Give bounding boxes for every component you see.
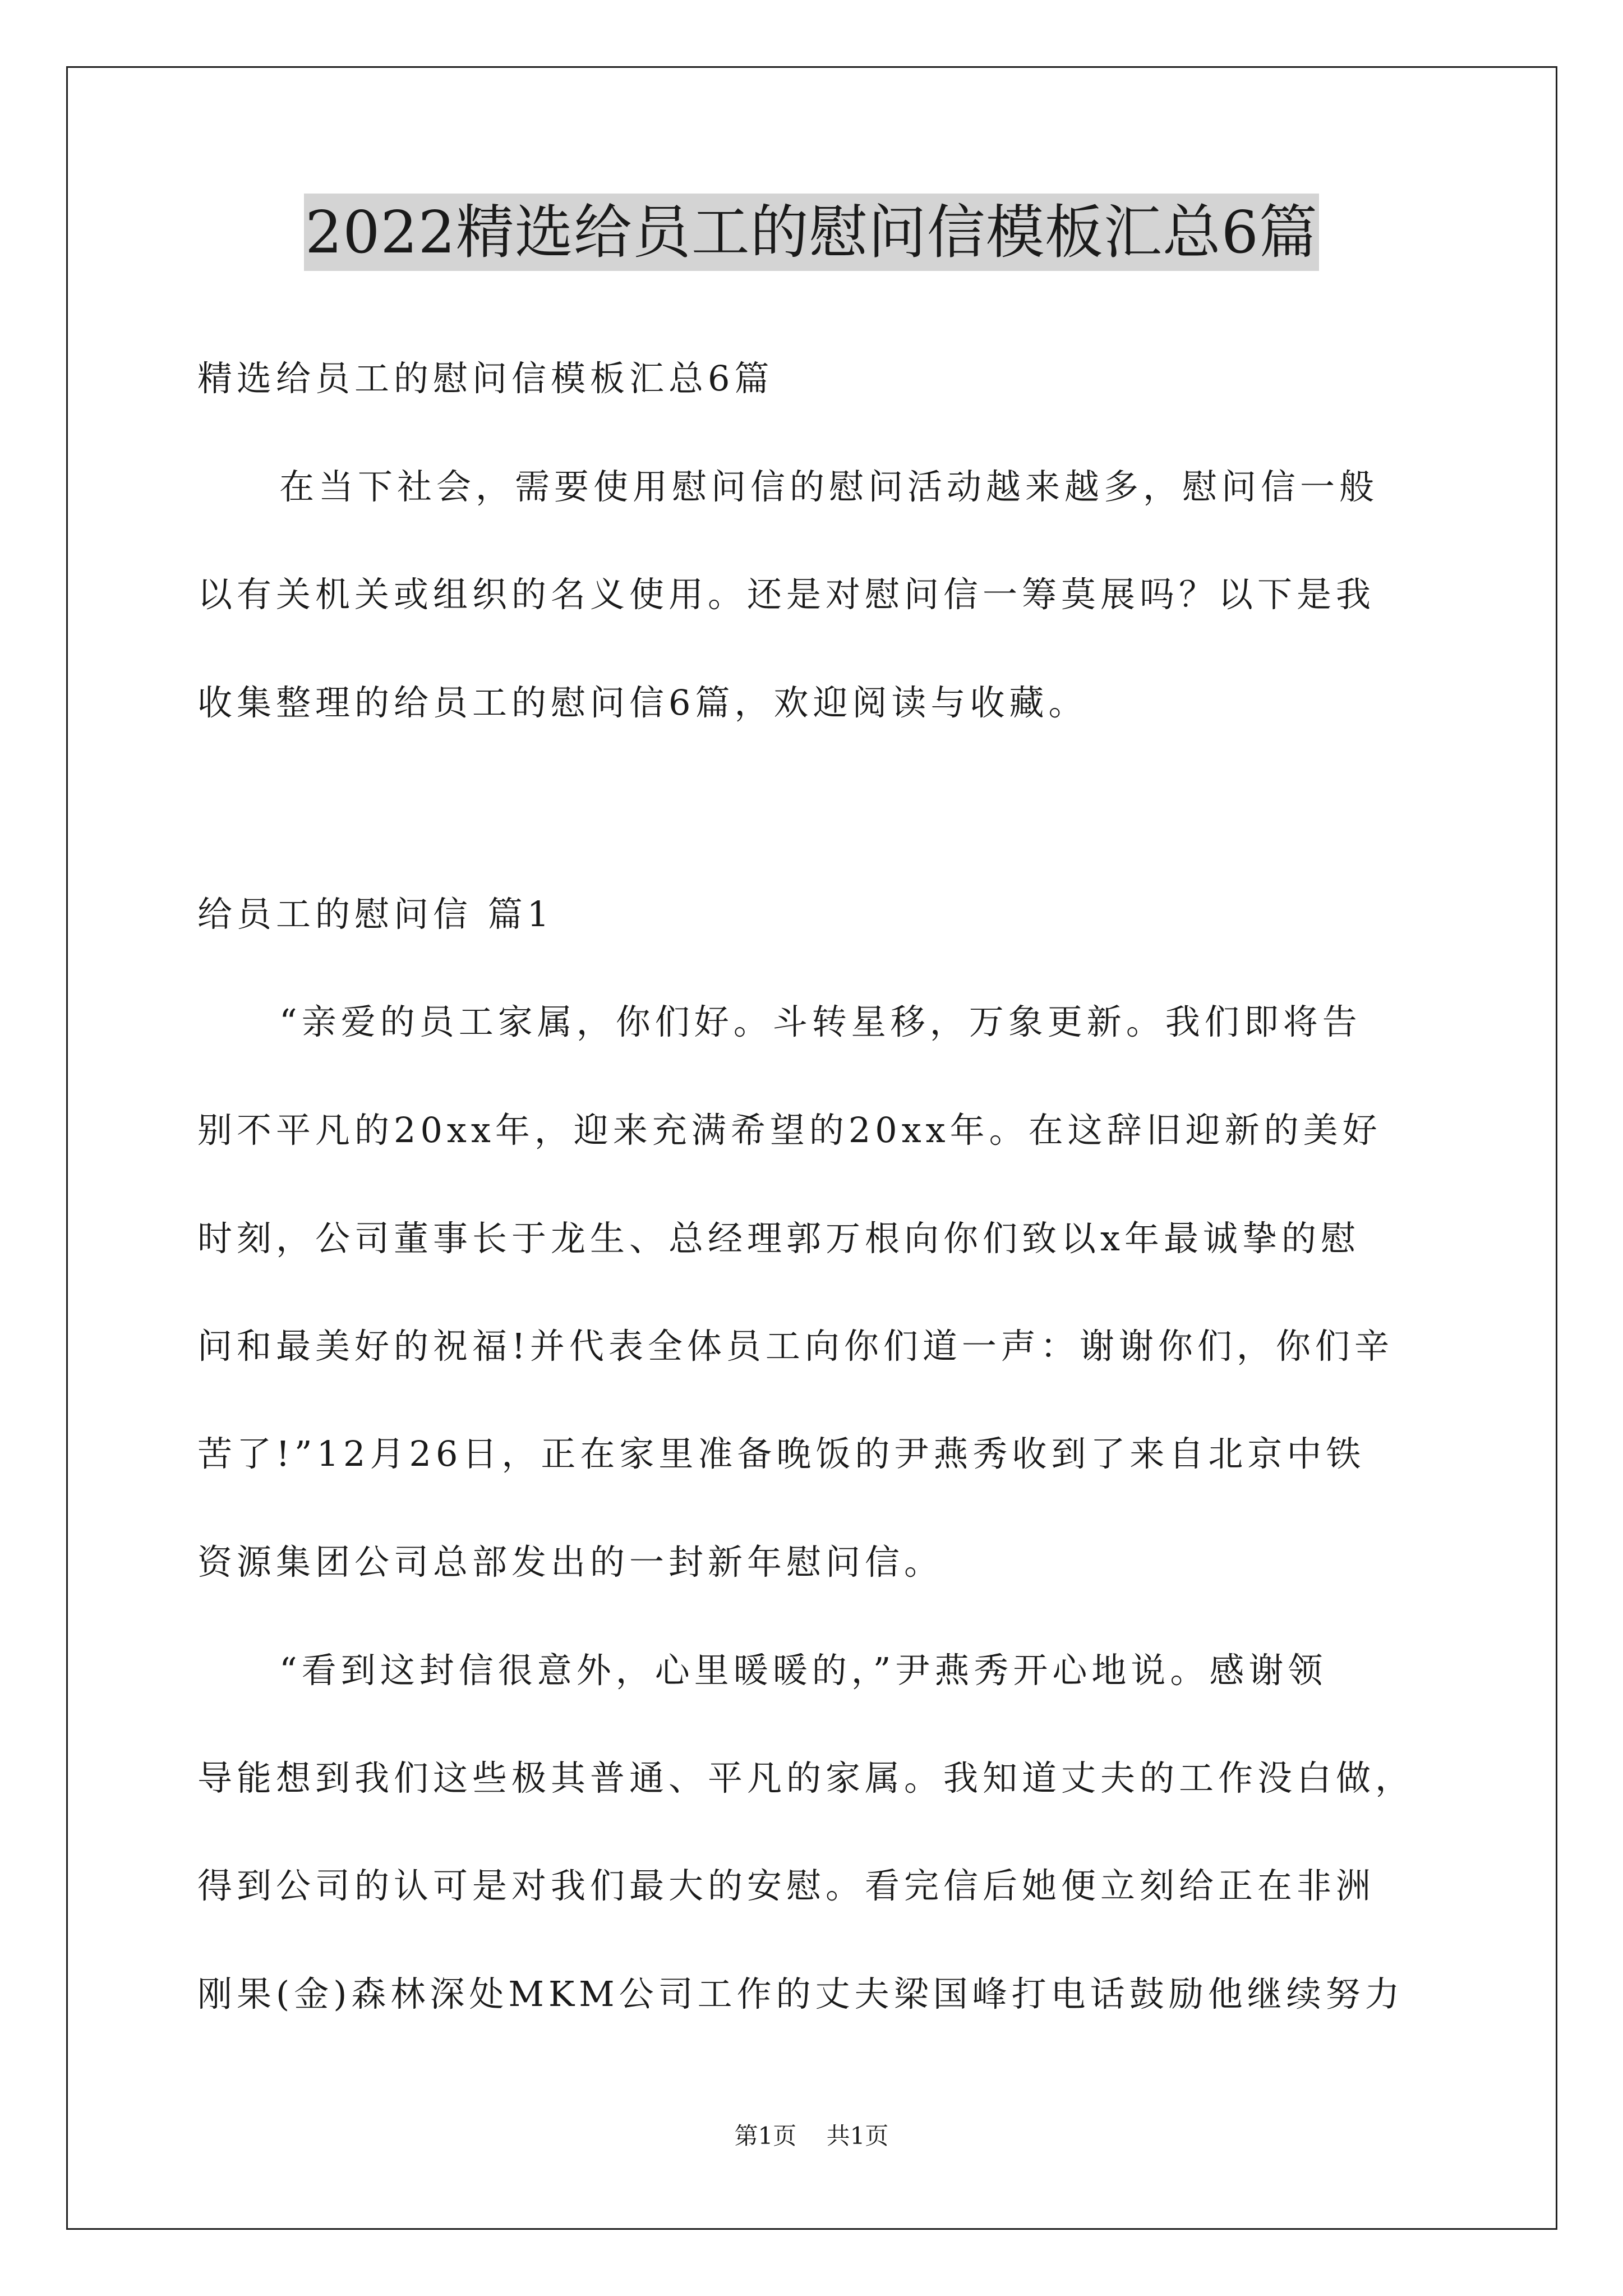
paragraph1-line-2: 别不平凡的20xx年，迎来充满希望的20xx年。在这辞旧迎新的美好: [197, 1110, 1382, 1151]
paragraph2-line-4: 刚果(金)森林深处MKM公司工作的丈夫梁国峰打电话鼓励他继续努力: [197, 1973, 1404, 2014]
paragraph2-line-3: 得到公司的认可是对我们最大的安慰。看完信后她便立刻给正在非洲: [197, 1865, 1376, 1906]
paragraph1-line-4: 问和最美好的祝福!并代表全体员工向你们道一声：谢谢你们，你们辛: [197, 1326, 1394, 1366]
paragraph1-line-6: 资源集团公司总部发出的一封新年慰问信。: [197, 1542, 944, 1582]
title-container: [0, 194, 1623, 271]
intro-line-3: 收集整理的给员工的慰问信6篇，欢迎阅读与收藏。: [197, 682, 1088, 723]
page-total: 共1页: [826, 2122, 889, 2150]
paragraph2-line-2: 导能想到我们这些极其普通、平凡的家属。我知道丈夫的工作没白做，: [197, 1757, 1415, 1798]
document-title: 2022精选给员工的慰问信模板汇总6篇: [304, 194, 1319, 271]
paragraph1-line-5: 苦了!”12月26日，正在家里准备晚饭的尹燕秀收到了来自北京中铁: [197, 1433, 1366, 1474]
section-heading: 给员工的慰问信 篇1: [197, 894, 554, 935]
page-number: 第1页: [734, 2122, 797, 2150]
paragraph1-line-1: “亲爱的员工家属，你们好。斗转星移，万象更新。我们即将告: [279, 1001, 1362, 1042]
paragraph2-line-1: “看到这封信很意外，心里暖暖的，”尹燕秀开心地说。感谢领: [279, 1650, 1327, 1691]
paragraph1-line-3: 时刻，公司董事长于龙生、总经理郭万根向你们致以x年最诚挚的慰: [197, 1218, 1360, 1259]
intro-line-2: 以有关机关或组织的名义使用。还是对慰问信一筹莫展吗？以下是我: [197, 574, 1376, 615]
document-subtitle: 精选给员工的慰问信模板汇总6篇: [197, 358, 774, 399]
intro-line-1: 在当下社会，需要使用慰问信的慰问活动越来越多，慰问信一般: [279, 466, 1379, 507]
page-footer: [0, 2121, 1623, 2151]
